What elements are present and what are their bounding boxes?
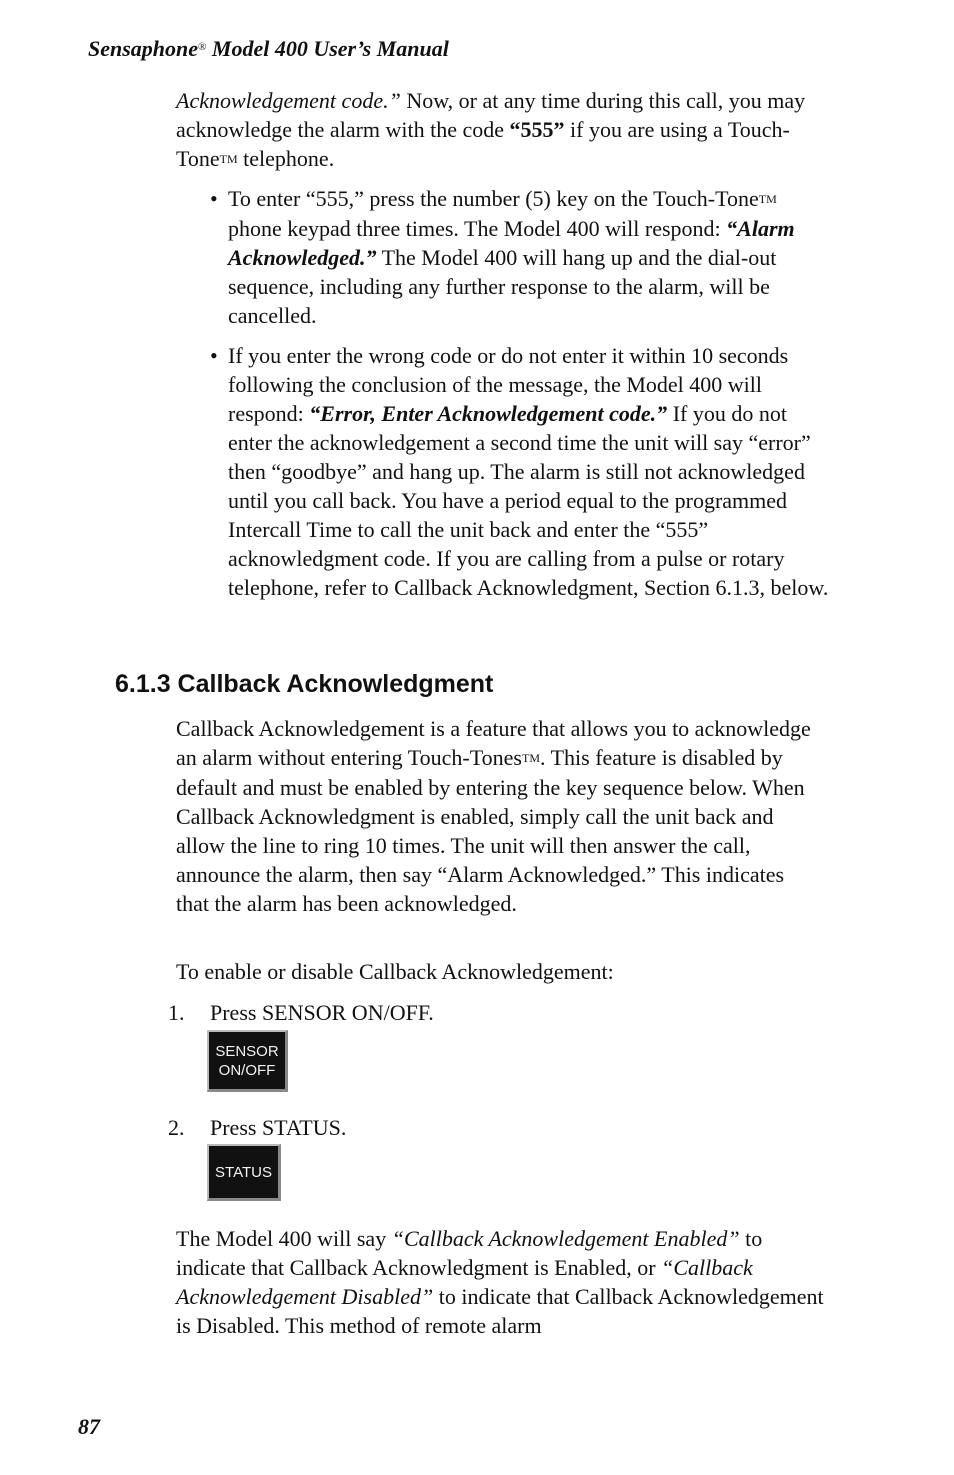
intro-paragraph — [176, 86, 816, 174]
closing-text-2: to indicate that Callback Acknowledgment is Enabled, or — [176, 1226, 763, 1280]
closing-quote-disabled: “Callback Acknowledgement Disabled” — [176, 1255, 753, 1309]
page-number: 87 — [78, 1414, 100, 1439]
intro-code: “555” — [509, 117, 565, 142]
intro-italic: Acknowledgement code.” — [176, 88, 401, 113]
step-text: Press STATUS. — [210, 1115, 347, 1140]
trademark-mark: TM — [219, 152, 238, 166]
step-text: Press SENSOR ON/OFF. — [210, 1000, 434, 1025]
header-brand: Sensaphone — [88, 36, 199, 61]
step-2 — [168, 1113, 346, 1142]
step-1 — [168, 998, 434, 1027]
closing-text-3: to indicate that Callback Acknowledgement is Disabled. This method of remote alarm — [176, 1284, 824, 1338]
status-key[interactable] — [207, 1144, 281, 1201]
closing-text-1: The Model 400 will say — [176, 1226, 392, 1251]
enable-paragraph: To enable or disable Callback Acknowledgement: — [176, 959, 614, 984]
intro-text-2: if you are using a Touch-Tone — [176, 117, 790, 171]
bullet1-text-2: phone keypad three times. The Model 400 will respond: — [228, 216, 727, 241]
intro-text-3: telephone. — [237, 146, 335, 171]
key-label-line2: ON/OFF — [218, 1061, 276, 1079]
bullet-dot: • — [210, 343, 218, 368]
step-number: 2. — [168, 1115, 185, 1140]
sensor-onoff-key[interactable] — [207, 1030, 288, 1092]
bullet-text — [228, 341, 830, 602]
section-heading: 6.1.3 Callback Acknowledgment — [115, 670, 494, 698]
step-number: 1. — [168, 1000, 185, 1025]
closing-paragraph — [176, 1224, 826, 1340]
registered-mark: ® — [198, 40, 207, 53]
bullet1-quote: “Alarm Acknowledged.” — [228, 216, 795, 270]
bullet-dot: • — [210, 186, 218, 211]
key-label-line1: STATUS — [215, 1163, 272, 1181]
running-header — [88, 36, 449, 62]
bullet2-text-1: If you enter the wrong code or do not enter it within 10 seconds following the conclusion of the message, the Model 400 will respond: — [228, 343, 789, 426]
bullet-wrong-code — [210, 341, 830, 602]
trademark-mark: TM — [521, 751, 540, 765]
key-label-line1: SENSOR — [215, 1042, 279, 1060]
bullet-text — [228, 184, 830, 330]
intro-text-1: Now, or at any time during this call, you may acknowledge the alarm with the code — [176, 88, 806, 142]
callback-text-1: Callback Acknowledgement is a feature that allows you to acknowledge an alarm without entering Touch-Tones — [176, 716, 811, 770]
bullet-enter-code — [210, 184, 830, 330]
header-title: Model 400 User’s Manual — [206, 36, 449, 61]
bullet1-text-1: To enter “555,” press the number (5) key on the Touch-Tone — [228, 186, 759, 211]
callback-paragraph — [176, 714, 816, 918]
bullet2-quote: “Error, Enter Acknowledgement code.” — [309, 401, 668, 426]
trademark-mark: TM — [758, 192, 777, 206]
bullet1-text-3: The Model 400 will hang up and the dial-out sequence, including any further response to the alarm, will be cancelled. — [228, 245, 777, 328]
callback-text-2: . This feature is disabled by default and must be enabled by entering the key sequence below. When Callback Acknowledgment is enabled, simply call the unit back and allow the line to ring 10 times. The unit will then answer the call, announce the alarm, then say “Alarm Acknowledged.” This indicates that the alarm has been acknowledged. — [176, 745, 805, 916]
closing-quote-enabled: “Callback Acknowledgement Enabled” — [391, 1226, 740, 1251]
bullet2-text-2: If you do not enter the acknowledgement a second time the unit will say “error” then “goodbye” and hang up. The alarm is still not acknowledged until you call back. You have a period equal to the programmed Intercall Time to call the unit back and enter the “555” acknowledgment code. If you are calling from a pulse or rotary telephone, refer to Callback Acknowledgment, Section 6.1.3, below. — [228, 401, 829, 600]
